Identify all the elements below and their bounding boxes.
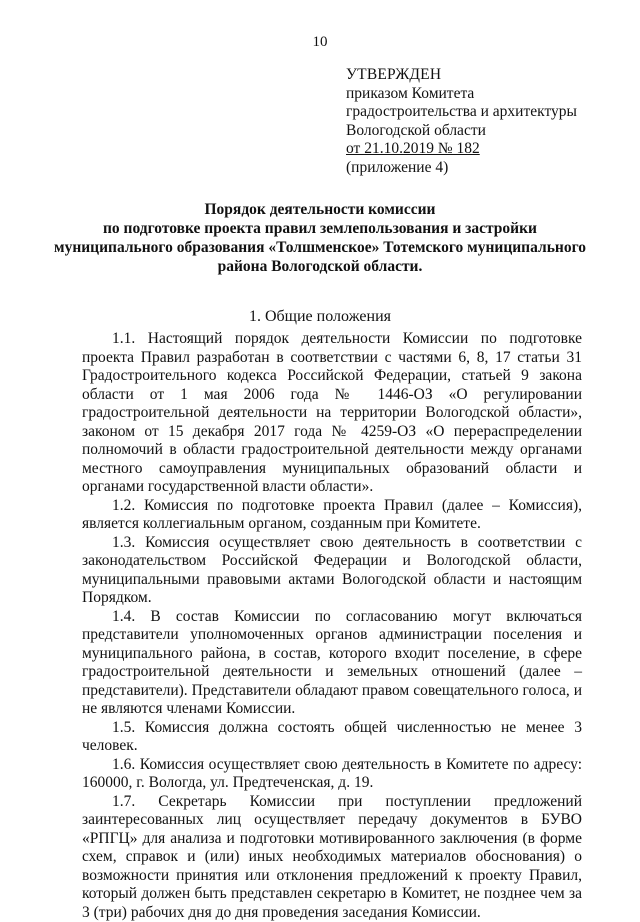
page-number: 10 <box>0 34 640 51</box>
approval-line: Вологодской области <box>346 122 626 141</box>
paragraph: 1.4. В состав Комиссии по согласованию могут включаться представители уполномоченных органов администрации поселения и муниципального района, в состав, которого входит поселение, в сфере градостроительной деятельности и земельных отношений (далее – представители). Представители обладают правом совещательного голоса, и не являются членами Комиссии. <box>82 608 582 719</box>
approval-line: градостроительства и архитектуры <box>346 103 626 122</box>
body-text <box>82 330 582 922</box>
title-line: муниципального образования «Толшменское» Тотемского муниципального <box>40 238 600 257</box>
paragraph: 1.3. Комиссия осуществляет свою деятельность в соответствии с законодательством Российской Федерации и Вологодской области, муниципальными правовыми актами Вологодской области и настоящим Порядком. <box>82 534 582 608</box>
approval-date: от 21.10.2019 № 182 <box>346 140 626 159</box>
paragraph: 1.1. Настоящий порядок деятельности Комиссии по подготовке проекта Правил разработан в соответствии с частями 6, 8, 17 статьи 31 Градостроительного кодекса Российской Федерации, статьей 9 закона области от 1 мая 2006 года № 1446-ОЗ «О регулировании градостроительной деятельности на территории Вологодской области», законом от 15 декабря 2017 года № 4259-ОЗ «О перераспределении полномочий в области градостроительной деятельности между органами местного самоуправления муниципальных образований области и органами государственной власти области». <box>82 330 582 497</box>
approval-title: УТВЕРЖДЕН <box>346 66 626 85</box>
paragraph: 1.6. Комиссия осуществляет свою деятельность в Комитете по адресу: 160000, г. Вологда, ул. Предтеченская, д. 19. <box>82 756 582 793</box>
title-line: района Вологодской области. <box>40 257 600 276</box>
approval-line: приказом Комитета <box>346 85 626 104</box>
document-title <box>40 200 600 276</box>
paragraph: 1.7. Секретарь Комиссии при поступлении предложений заинтересованных лиц осуществляет передачу документов в БУВО «РПГЦ» для анализа и подготовки мотивированного заключения (в форме схем, справок и (или) иных необходимых материалов обоснования) о возможности принятия или отклонения предложений к проекту Правил, который должен быть представлен секретарю в Комитет, не позднее чем за 3 (три) рабочих дня до дня проведения заседания Комиссии. <box>82 793 582 922</box>
paragraph: 1.5. Комиссия должна состоять общей численностью не менее 3 человек. <box>82 719 582 756</box>
approval-stamp <box>346 66 626 177</box>
approval-attachment: (приложение 4) <box>346 159 626 178</box>
paragraph: 1.2. Комиссия по подготовке проекта Правил (далее – Комиссия), является коллегиальным органом, созданным при Комитете. <box>82 497 582 534</box>
title-line: Порядок деятельности комиссии <box>40 200 600 219</box>
title-line: по подготовке проекта правил землепользования и застройки <box>40 219 600 238</box>
section-heading: 1. Общие положения <box>0 308 640 326</box>
